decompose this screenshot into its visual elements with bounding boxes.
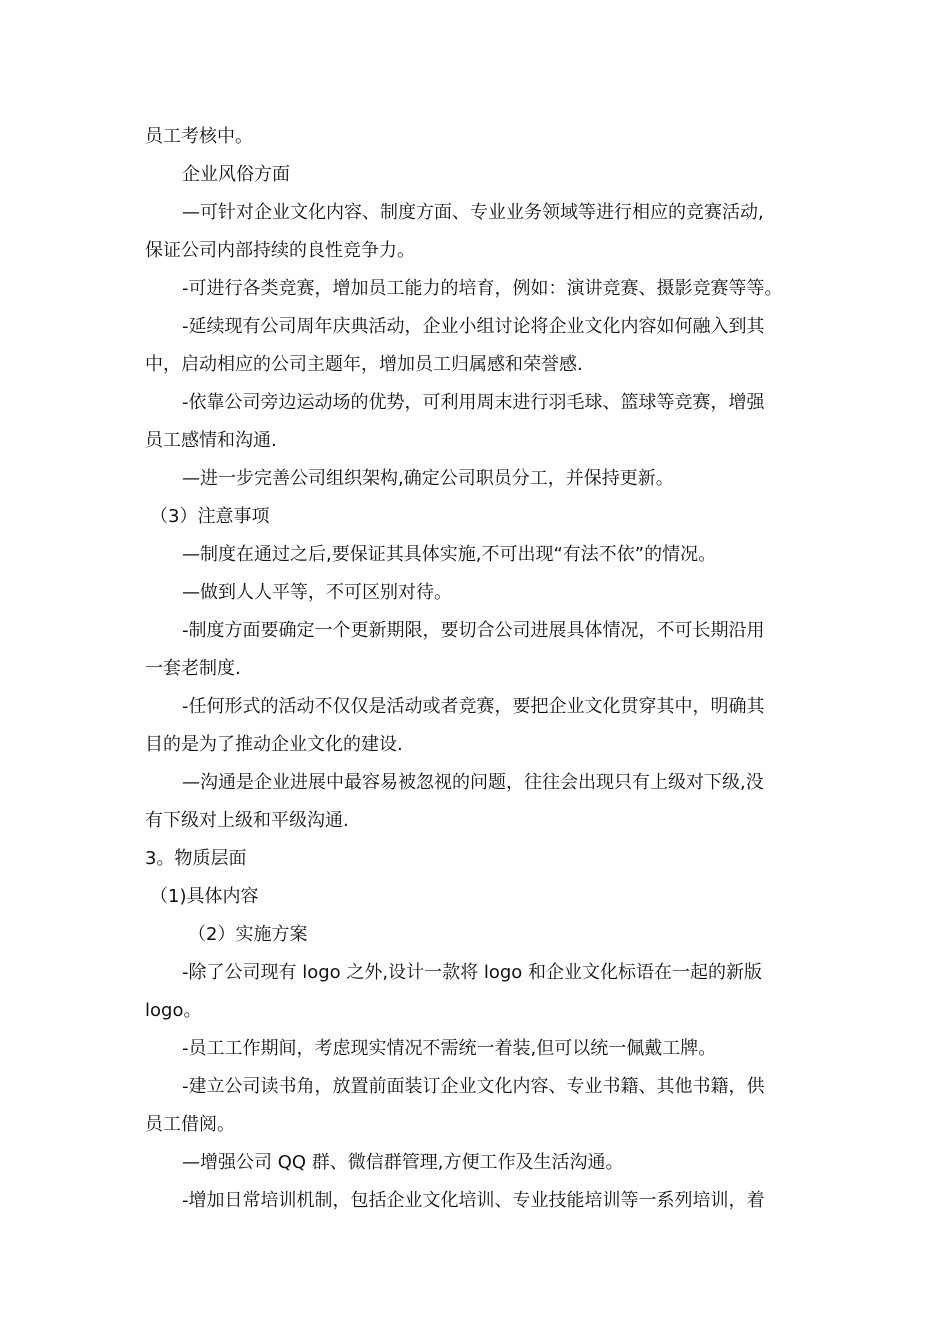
text-line: 员工感情和沟通. — [145, 430, 277, 451]
text-line: -员工工作期间，考虑现实情况不需统一着装,但可以统一佩戴工牌。 — [182, 1038, 717, 1059]
text-line: —可针对企业文化内容、制度方面、专业业务领域等进行相应的竞赛活动, — [182, 202, 764, 223]
text-line: -可进行各类竞赛，增加员工能力的培育，例如：演讲竞赛、摄影竞赛等等。 — [182, 278, 783, 299]
section-heading: （2）实施方案 — [188, 924, 308, 945]
text-line: 有下级对上级和平级沟通. — [145, 810, 349, 831]
section-heading: 3。物质层面 — [145, 848, 247, 869]
section-heading: 企业风俗方面 — [182, 164, 290, 185]
text-line: —做到人人平等，不可区别对待。 — [182, 582, 452, 603]
text-line: —增强公司 QQ 群、微信群管理,方便工作及生活沟通。 — [182, 1152, 624, 1173]
text-line: 一套老制度. — [145, 658, 241, 679]
section-heading: （1)具体内容 — [150, 886, 259, 907]
text-line: —进一步完善公司组织架构,确定公司职员分工，并保持更新。 — [182, 468, 674, 489]
text-line: -制度方面要确定一个更新期限，要切合公司进展具体情况，不可长期沿用 — [182, 620, 765, 641]
text-line: 保证公司内部持续的良性竞争力。 — [145, 240, 415, 261]
text-line: -依靠公司旁边运动场的优势，可利用周末进行羽毛球、篮球等竞赛，增强 — [182, 392, 765, 413]
text-line: —沟通是企业进展中最容易被忽视的问题，往往会出现只有上级对下级,没 — [182, 772, 764, 793]
text-line: 中，启动相应的公司主题年，增加员工归属感和荣誉感. — [145, 354, 583, 375]
text-line: -增加日常培训机制，包括企业文化培训、专业技能培训等一系列培训，着 — [182, 1190, 765, 1211]
text-line: logo。 — [145, 1000, 202, 1021]
text-line: -延续现有公司周年庆典活动，企业小组讨论将企业文化内容如何融入到其 — [182, 316, 765, 337]
text-line: 员工借阅。 — [145, 1114, 235, 1135]
text-line: —制度在通过之后,要保证其具体实施,不可出现“有法不依”的情况。 — [182, 544, 717, 565]
text-line: 员工考核中。 — [145, 126, 253, 147]
text-line: -任何形式的活动不仅仅是活动或者竞赛，要把企业文化贯穿其中，明确其 — [182, 696, 765, 717]
text-line: -除了公司现有 logo 之外,设计一款将 logo 和企业文化标语在一起的新版 — [182, 962, 763, 983]
text-line: -建立公司读书角，放置前面装订企业文化内容、专业书籍、其他书籍，供 — [182, 1076, 765, 1097]
section-heading: （3）注意事项 — [150, 506, 270, 527]
text-line: 目的是为了推动企业文化的建设. — [145, 734, 403, 755]
